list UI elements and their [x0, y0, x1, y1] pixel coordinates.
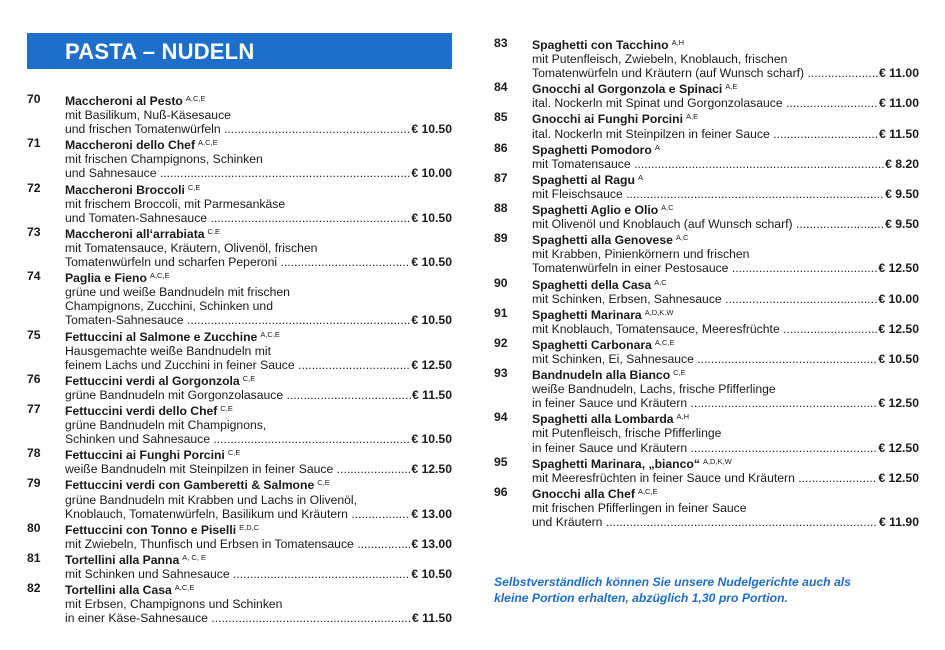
item-body	[532, 231, 919, 275]
item-header	[532, 36, 919, 52]
item-body	[532, 171, 919, 201]
item-price: € 12.50	[411, 462, 452, 477]
item-price-line	[65, 211, 452, 225]
section-banner	[27, 33, 452, 69]
item-number: 70	[27, 92, 41, 106]
item-description: mit Erbsen, Champignons und Schinken	[65, 597, 283, 612]
item-price-line	[532, 127, 919, 141]
item-description: Schinken und Sahnesauce .....	[65, 432, 410, 446]
item-price: € 10.50	[411, 567, 452, 581]
item-number: 93	[494, 366, 508, 381]
item-description: in feiner Sauce und Kräutern .....	[532, 441, 877, 455]
item-header	[532, 455, 919, 471]
item-description: in einer Käse-Sahnesauce .....	[65, 611, 411, 625]
item-number: 88	[494, 201, 508, 216]
item-header	[65, 446, 452, 462]
item-name: Gnocchi alla Chef	[532, 486, 635, 501]
item-name: Spaghetti Marinara	[532, 307, 642, 322]
item-name: Maccheroni al Pesto	[65, 94, 183, 108]
item-number: 78	[27, 446, 41, 461]
item-price: € 10.50	[878, 351, 919, 366]
item-description: grüne und weiße Bandnudeln mit frischen	[65, 285, 290, 300]
item-price: € 11.00	[879, 96, 919, 111]
item-body	[532, 485, 919, 529]
item-number: 90	[494, 275, 508, 290]
menu-item	[27, 269, 452, 327]
item-price-line	[65, 611, 452, 625]
footer-note-line-2: kleine Portion erhalten, abzüglich 1,30 pro Portion.	[494, 591, 788, 605]
item-price-line	[532, 441, 919, 455]
item-price: € 12.50	[878, 440, 919, 455]
item-header	[65, 328, 452, 344]
item-price: € 10.00	[878, 291, 919, 306]
item-price: € 13.00	[411, 536, 452, 551]
allergen-codes: C,E	[317, 478, 330, 488]
section-title: PASTA – NUDELN	[65, 39, 255, 64]
item-name: Spaghetti Marinara, „bianco“	[532, 456, 700, 471]
item-description: feinem Lachs und Zucchini in feiner Sauce .....	[65, 358, 410, 372]
item-price: € 13.00	[411, 506, 452, 521]
menu-item	[494, 366, 919, 410]
allergen-codes: A,D,K,W	[702, 456, 732, 466]
item-name: Maccheroni dello Chef	[65, 138, 196, 153]
item-body	[65, 521, 452, 551]
item-description: weiße Bandnudeln mit Steinpilzen in feiner Sauce .....	[65, 462, 410, 476]
menu-item	[494, 336, 919, 366]
item-description: grüne Bandnudeln mit Krabben und Lachs in Olivenöl,	[65, 492, 358, 507]
allergen-codes: C,E	[673, 368, 686, 378]
item-price-line	[532, 292, 919, 306]
menu-item	[27, 328, 452, 372]
item-header	[65, 92, 452, 108]
item-number: 86	[494, 140, 508, 155]
item-description: mit Schinken, Ei, Sahnesauce .....	[532, 352, 877, 366]
item-body	[532, 36, 919, 80]
item-name: Spaghetti della Casa	[532, 277, 652, 292]
item-description: mit frischen Champignons, Schinken	[65, 152, 263, 167]
item-description: mit frischen Pfifferlingen in feiner Sauce	[532, 500, 747, 515]
item-description: Tomaten-Sahnesauce .....	[65, 313, 410, 327]
menu-item	[27, 402, 452, 446]
allergen-codes: E,D,C	[239, 522, 260, 532]
menu-item	[27, 476, 452, 520]
allergen-codes: A	[637, 172, 643, 182]
item-header	[532, 336, 919, 352]
item-price: € 10.50	[411, 122, 452, 137]
item-price-line	[532, 66, 919, 80]
footer-note	[494, 574, 914, 606]
menu-item	[27, 372, 452, 402]
item-price-line	[65, 313, 452, 327]
menu-item	[27, 136, 452, 180]
allergen-codes: A,D,K,W	[644, 307, 674, 317]
item-number: 89	[494, 231, 508, 246]
item-header	[65, 372, 452, 388]
item-header	[532, 141, 919, 157]
item-price-line	[65, 166, 452, 180]
item-body	[65, 136, 452, 180]
item-description: grüne Bandnudeln mit Champignons,	[65, 418, 267, 433]
item-header	[532, 110, 919, 126]
allergen-codes: C,E	[207, 226, 221, 236]
menu-item	[494, 80, 919, 110]
item-price: € 12.50	[878, 396, 919, 411]
item-body	[532, 80, 919, 110]
item-description: mit Schinken und Sahnesauce .....	[65, 567, 410, 581]
item-description: und Sahnesauce .....	[65, 166, 410, 180]
item-price: € 11.50	[879, 126, 919, 141]
item-body	[65, 92, 452, 136]
allergen-codes: A,C,E	[260, 329, 280, 339]
item-description: mit Knoblauch, Tomatensauce, Meeresfrüchte .....	[532, 322, 877, 336]
item-body	[65, 476, 452, 520]
item-name: Fettuccini verdi dello Chef	[65, 403, 218, 418]
item-header	[65, 551, 452, 567]
item-price-line	[532, 352, 919, 366]
item-description: Champignons, Zucchini, Schinken und	[65, 299, 273, 314]
item-price-line	[532, 261, 919, 275]
item-description: mit Meeresfrüchten in feiner Sauce und Kräutern .....	[532, 471, 877, 485]
item-price: € 10.50	[411, 255, 452, 270]
item-description: mit Putenfleisch, Zwiebeln, Knoblauch, frischen	[532, 52, 788, 67]
item-description: mit Krabben, Pinienkörnern und frischen	[532, 247, 750, 262]
item-name: Spaghetti al Ragu	[532, 172, 635, 187]
allergen-codes: C,E	[242, 373, 256, 383]
item-description: Knoblauch, Tomatenwürfeln, Basilikum und Kräutern .....	[65, 507, 410, 521]
item-description: Hausgemachte weiße Bandnudeln mit	[65, 343, 271, 358]
item-price-line	[532, 396, 919, 410]
allergen-codes: A,H	[671, 38, 685, 47]
footer-note-line-1: Selbstverständlich können Sie unsere Nudelgerichte auch als	[494, 575, 851, 589]
item-number: 80	[27, 520, 41, 535]
allergen-codes: A,C,E	[149, 271, 170, 281]
item-price: € 8.20	[885, 156, 919, 171]
item-description: mit Olivenöl und Knoblauch (auf Wunsch scharf) .....	[532, 217, 884, 231]
menu-column-left	[27, 92, 452, 625]
item-description: und frischen Tomatenwürfeln .....	[65, 122, 410, 136]
menu-item	[494, 276, 919, 306]
item-number: 77	[27, 401, 41, 416]
item-number: 82	[27, 581, 41, 596]
menu-item	[27, 92, 452, 136]
item-price-line	[65, 122, 452, 136]
item-price-line	[65, 388, 452, 402]
menu-item	[494, 410, 919, 454]
item-description: mit Fleischsauce .....	[532, 187, 884, 201]
item-header	[65, 476, 452, 492]
item-body	[65, 581, 452, 625]
item-header	[65, 181, 452, 197]
item-price: € 10.50	[411, 210, 452, 225]
item-number: 94	[494, 410, 508, 425]
menu-item	[27, 551, 452, 581]
item-name: Spaghetti alla Genovese	[532, 233, 673, 248]
menu-item	[494, 201, 919, 231]
item-body	[65, 402, 452, 446]
item-description: mit Putenfleisch, frische Pfifferlinge	[532, 426, 722, 441]
item-price: € 12.50	[878, 321, 919, 336]
item-description: mit Zwiebeln, Thunfisch und Erbsen in Tomatensauce .....	[65, 537, 410, 551]
menu-item	[494, 231, 919, 275]
item-body	[532, 366, 919, 410]
item-price-line	[65, 432, 452, 446]
allergen-codes: C,E	[220, 403, 233, 413]
item-price-line	[532, 187, 919, 201]
item-description: ital. Nockerln mit Steinpilzen in feiner Sauce .....	[532, 127, 878, 141]
menu-item	[27, 446, 452, 476]
item-price-line	[532, 515, 919, 529]
item-name: Maccheroni all‘arrabiata	[65, 226, 205, 241]
item-price: € 10.00	[411, 166, 452, 181]
item-description: Tomatenwürfeln und scharfen Peperoni .....	[65, 255, 410, 269]
item-number: 76	[27, 371, 41, 386]
item-number: 85	[494, 110, 508, 125]
item-price: € 10.50	[411, 432, 452, 447]
item-description: in feiner Sauce und Kräutern .....	[532, 396, 877, 410]
item-header	[532, 231, 919, 247]
allergen-codes: A,C,E	[198, 138, 218, 148]
item-price-line	[65, 507, 452, 521]
item-body	[65, 269, 452, 327]
item-number: 81	[27, 550, 41, 565]
item-price: € 11.50	[412, 387, 452, 402]
item-name: Spaghetti Aglio e Olio	[532, 203, 659, 218]
item-header	[65, 581, 452, 597]
item-price: € 9.50	[885, 186, 919, 201]
item-name: Tortellini alla Casa	[65, 583, 172, 598]
item-number: 74	[27, 269, 41, 284]
item-description: mit Basilikum, Nuß-Käsesauce	[65, 108, 231, 123]
item-body	[65, 372, 452, 402]
item-number: 72	[27, 180, 41, 195]
item-number: 95	[494, 454, 508, 469]
item-price: € 11.50	[412, 611, 452, 626]
item-name: Fettuccini con Tonno e Piselli	[65, 522, 237, 537]
item-name: Tortellini alla Panna	[65, 552, 180, 567]
item-header	[532, 171, 919, 187]
item-price-line	[532, 322, 919, 336]
item-price: € 10.50	[411, 313, 452, 328]
item-name: Spaghetti Pomodoro	[532, 142, 652, 157]
item-body	[532, 201, 919, 231]
item-number: 79	[27, 476, 41, 491]
item-number: 96	[494, 484, 508, 499]
item-number: 73	[27, 224, 41, 239]
item-name: Gnocchi al Gorgonzola e Spinaci	[532, 82, 723, 97]
item-body	[65, 446, 452, 476]
item-description: ital. Nockerln mit Spinat und Gorgonzolasauce .....	[532, 96, 878, 110]
item-name: Spaghetti alla Lombarda	[532, 412, 674, 427]
item-description: und Kräutern .....	[532, 515, 878, 529]
item-header	[532, 306, 919, 322]
allergen-codes: A,C,E	[637, 486, 658, 496]
item-body	[65, 181, 452, 225]
item-price: € 12.50	[878, 261, 919, 276]
item-description: weiße Bandnudeln, Lachs, frische Pfifferlinge	[532, 382, 776, 397]
item-body	[532, 410, 919, 454]
item-description: Tomatenwürfeln und Kräutern (auf Wunsch scharf) .....	[532, 66, 878, 80]
item-header	[532, 366, 919, 382]
item-body	[532, 336, 919, 366]
item-description: grüne Bandnudeln mit Gorgonzolasauce .....	[65, 388, 411, 402]
menu-item	[494, 171, 919, 201]
item-price: € 12.50	[411, 357, 452, 372]
item-body	[65, 551, 452, 581]
item-name: Bandnudeln alla Bianco	[532, 368, 671, 383]
menu-item	[27, 181, 452, 225]
menu-item	[27, 225, 452, 269]
item-price: € 11.90	[879, 515, 919, 529]
item-description: Tomatenwürfeln in einer Pestosauce .....	[532, 261, 877, 275]
allergen-codes: A, C, E	[182, 552, 206, 562]
item-name: Fettuccini al Salmone e Zucchine	[65, 329, 258, 344]
menu-item	[494, 455, 919, 485]
allergen-codes: A,E	[686, 112, 699, 122]
item-body	[532, 141, 919, 171]
menu-item	[494, 110, 919, 140]
item-price-line	[532, 157, 919, 171]
item-price-line	[65, 567, 452, 581]
allergen-codes: A,C	[661, 203, 674, 213]
menu-item	[494, 36, 919, 80]
menu-item	[27, 581, 452, 625]
item-name: Gnocchi ai Funghi Porcini	[532, 112, 683, 127]
allergen-codes: A,C,E	[174, 583, 195, 593]
item-body	[532, 306, 919, 336]
item-body	[532, 110, 919, 140]
item-name: Paglia e Fieno	[65, 271, 147, 286]
allergen-codes: A,H	[676, 412, 690, 422]
item-number: 84	[494, 80, 508, 95]
item-description: mit Schinken, Erbsen, Sahnesauce .....	[532, 292, 877, 306]
menu-item	[494, 306, 919, 336]
item-name: Maccheroni Broccoli	[65, 182, 185, 197]
item-description: und Tomaten-Sahnesauce .....	[65, 211, 410, 225]
item-body	[65, 225, 452, 269]
menu-column-right	[494, 36, 919, 529]
allergen-codes: A,C	[654, 277, 667, 287]
item-number: 91	[494, 305, 508, 320]
item-price: € 9.50	[885, 217, 919, 232]
allergen-codes: A,E	[725, 82, 738, 92]
item-price: € 12.50	[878, 470, 919, 485]
item-header	[532, 276, 919, 292]
item-price-line	[65, 537, 452, 551]
allergen-codes: C,E	[227, 448, 241, 458]
menu-item	[494, 485, 919, 529]
allergen-codes: A,C	[675, 233, 689, 243]
allergen-codes: C,E	[187, 182, 201, 192]
item-header	[65, 269, 452, 285]
item-name: Spaghetti Carbonara	[532, 337, 652, 352]
allergen-codes: A	[654, 142, 660, 152]
item-header	[65, 402, 452, 418]
item-name: Fettuccini ai Funghi Porcini	[65, 448, 225, 463]
item-body	[65, 328, 452, 372]
allergen-codes: A,C,E	[185, 94, 206, 103]
item-price-line	[65, 358, 452, 372]
item-price-line	[532, 217, 919, 231]
item-header	[532, 485, 919, 501]
item-header	[65, 521, 452, 537]
item-body	[532, 455, 919, 485]
item-header	[532, 80, 919, 96]
item-number: 75	[27, 327, 41, 342]
item-name: Spaghetti con Tacchino	[532, 38, 669, 52]
item-header	[65, 225, 452, 241]
item-description: mit Tomatensauce .....	[532, 157, 884, 171]
item-number: 92	[494, 335, 508, 350]
item-description: mit Tomatensauce, Kräutern, Olivenöl, frischen	[65, 240, 318, 255]
item-name: Fettuccini verdi con Gamberetti & Salmone	[65, 478, 315, 493]
item-body	[532, 276, 919, 306]
menu-item	[27, 521, 452, 551]
item-name: Fettuccini verdi al Gorgonzola	[65, 373, 240, 388]
menu-item	[494, 141, 919, 171]
item-price-line	[532, 471, 919, 485]
item-header	[65, 136, 452, 152]
item-header	[532, 410, 919, 426]
allergen-codes: A,C,E	[654, 337, 675, 347]
item-price: € 11.00	[879, 66, 919, 81]
item-price-line	[65, 462, 452, 476]
item-description: mit frischem Broccoli, mit Parmesankäse	[65, 196, 286, 211]
item-number: 87	[494, 170, 508, 185]
item-number: 83	[494, 36, 508, 50]
item-price-line	[532, 96, 919, 110]
item-number: 71	[27, 136, 41, 151]
item-header	[532, 201, 919, 217]
item-price-line	[65, 255, 452, 269]
